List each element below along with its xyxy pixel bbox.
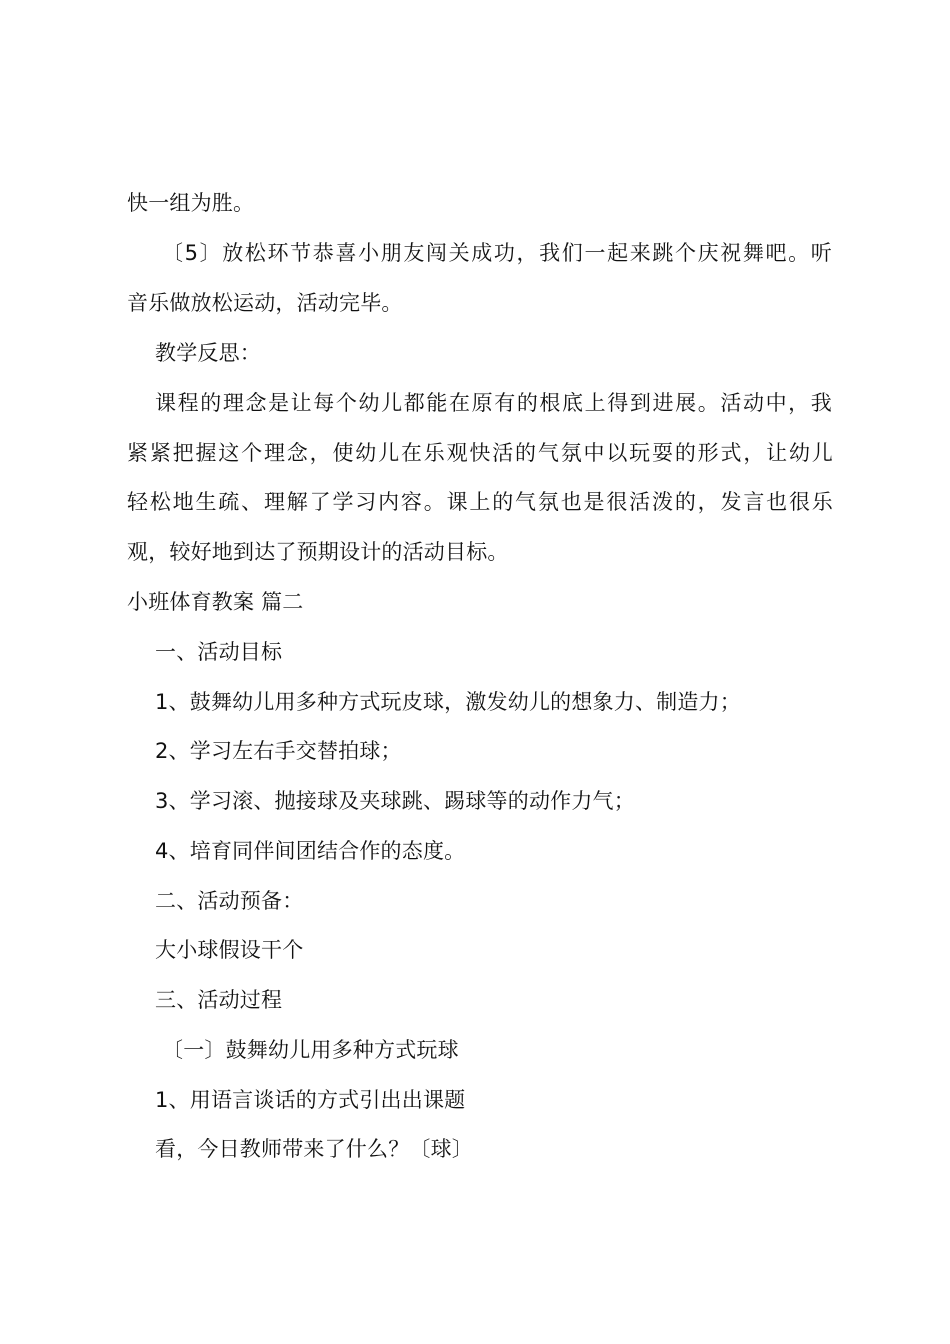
list-item: 3、学习滚、抛接球及夹球跳、踢球等的动作力气； <box>155 789 635 813</box>
list-item: 1、鼓舞幼儿用多种方式玩皮球，激发幼儿的想象力、制造力； <box>155 690 741 714</box>
text-line: 紧紧把握这个理念，使幼儿在乐观快活的气氛中以玩耍的形式，让幼儿 <box>127 441 833 465</box>
section-heading: 一、活动目标 <box>155 640 283 664</box>
section-heading: 教学反思： <box>155 341 261 365</box>
text-line: 音乐做放松运动，活动完毕。 <box>127 291 403 315</box>
subsection-heading: 〔一〕鼓舞幼儿用多种方式玩球 <box>162 1038 459 1062</box>
list-item: 2、学习左右手交替拍球； <box>155 739 402 763</box>
text-line: 大小球假设干个 <box>155 938 304 962</box>
text-line: 〔5〕放松环节恭喜小朋友闯关成功，我们一起来跳个庆祝舞吧。听 <box>162 241 832 265</box>
text-line: 快一组为胜。 <box>127 191 255 215</box>
text-line: 观，较好地到达了预期设计的活动目标。 <box>127 540 509 564</box>
section-heading: 三、活动过程 <box>155 988 283 1012</box>
list-item: 4、培育同伴间团结合作的态度。 <box>155 839 466 863</box>
text-line: 看，今日教师带来了什么？〔球〕 <box>155 1137 473 1161</box>
text-line: 轻松地生疏、理解了学习内容。课上的气氛也是很活泼的，发言也很乐 <box>127 490 833 514</box>
text-line: 课程的理念是让每个幼儿都能在原有的根底上得到进展。活动中，我 <box>155 391 832 415</box>
list-item: 1、用语言谈话的方式引出出课题 <box>155 1088 466 1112</box>
document-heading: 小班体育教案 篇二 <box>127 590 304 614</box>
section-heading: 二、活动预备： <box>155 889 304 913</box>
